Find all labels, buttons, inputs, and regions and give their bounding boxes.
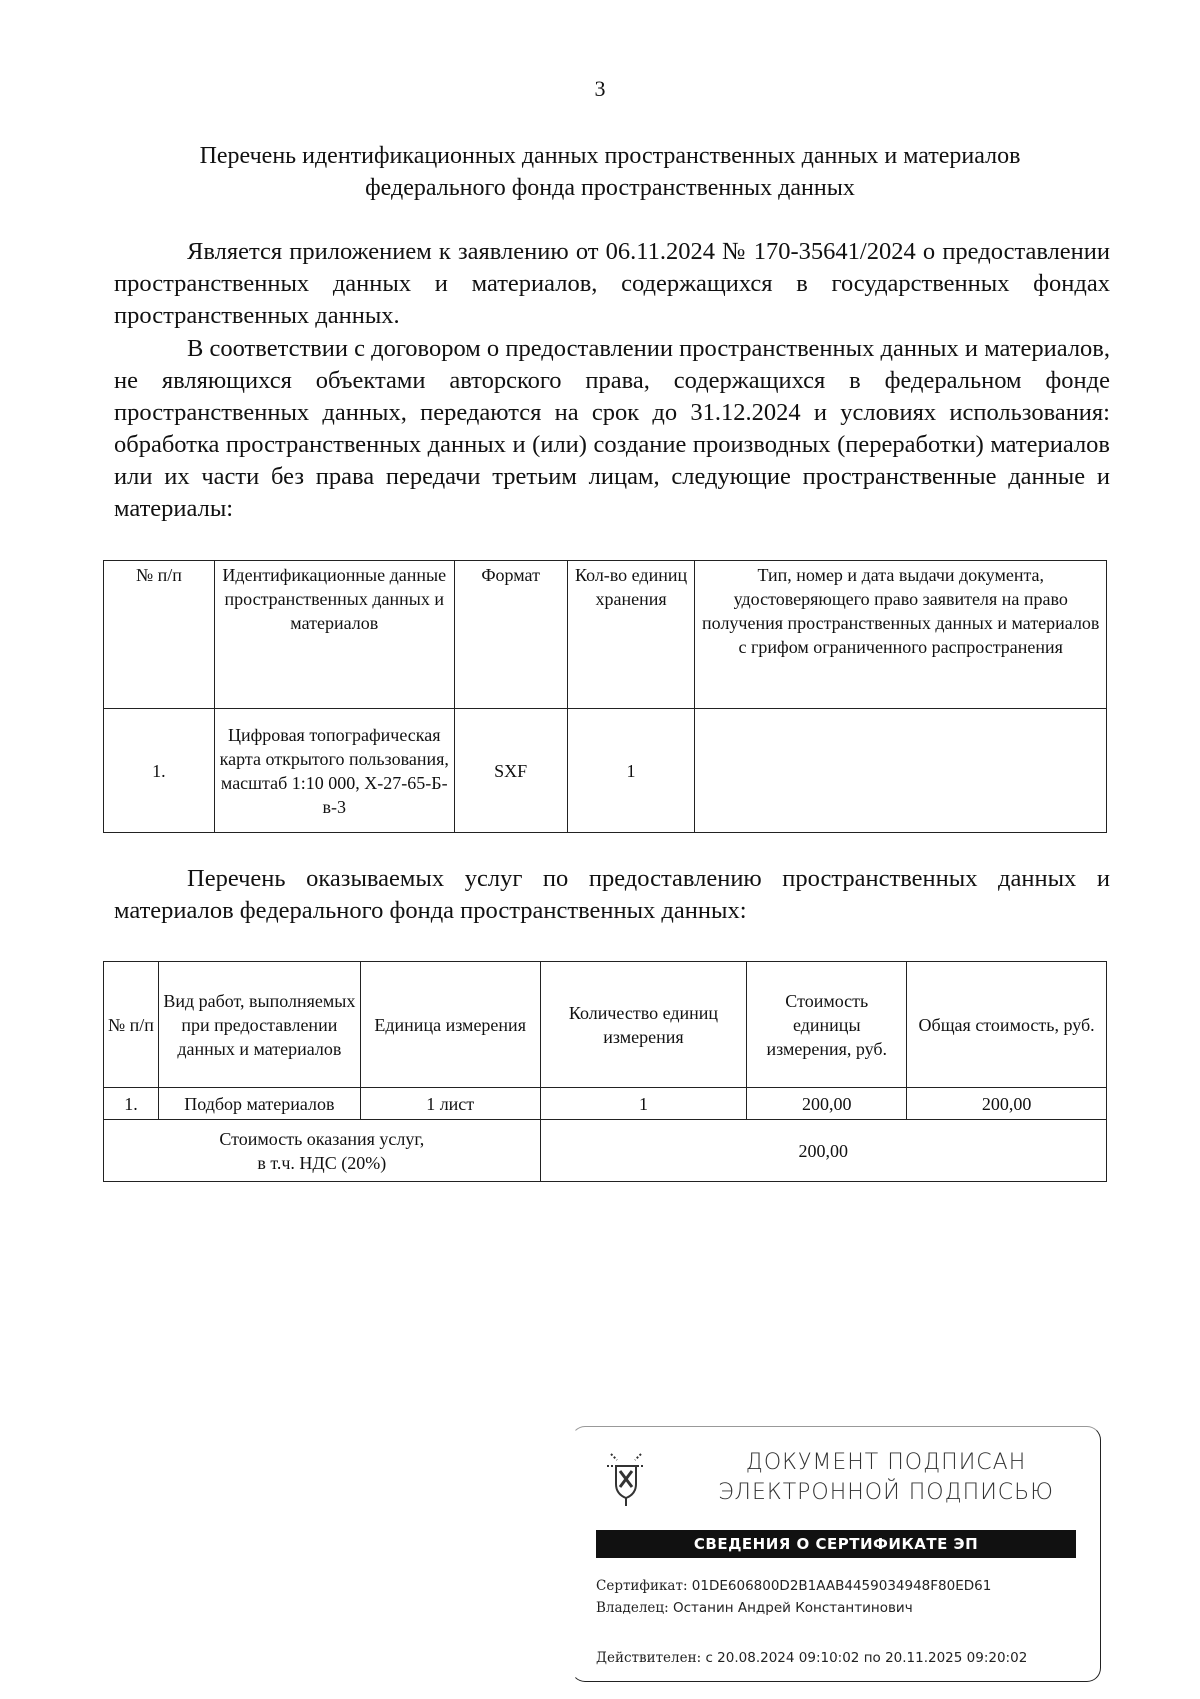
row-storage-units: 1	[567, 709, 695, 833]
col-work-type: Вид работ, выполняемых при предоставлении данных и материалов	[158, 962, 360, 1088]
signature-stamp	[571, 1426, 1101, 1682]
col-number: № п/п	[104, 962, 159, 1088]
total-label-line-1: Стоимость оказания услуг,	[219, 1128, 425, 1149]
emblem-icon	[601, 1446, 651, 1508]
stamp-heading	[681, 1448, 1091, 1508]
certificate-label: Сертификат:	[596, 1578, 688, 1594]
stamp-line-2: ЭЛЕКТРОННОЙ ПОДПИСЬЮ	[718, 1480, 1054, 1505]
page-number: 3	[594, 76, 606, 101]
total-value: 200,00	[540, 1120, 1106, 1182]
total-label	[104, 1120, 541, 1182]
table-header-row	[104, 962, 1107, 1088]
col-number: № п/п	[104, 561, 215, 709]
validity-value: с 20.08.2024 09:10:02 по 20.11.2025 09:20:02	[705, 1650, 1028, 1666]
certificate-value: 01DE606800D2B1AAB4459034948F80ED61	[691, 1578, 992, 1594]
col-format: Формат	[454, 561, 567, 709]
spatial-data-table	[103, 560, 1107, 833]
stamp-line-1: ДОКУМЕНТ ПОДПИСАН	[745, 1450, 1027, 1475]
agreement-paragraph: В соответствии с договором о предоставлении пространственных данных и материалов, не являющихся объектами авторского права, содержащихся в федеральном фонде пространственных данных, передаются на срок до 31.12.2024 и условиях использования: обработка пространственных данных и (или) создание производных (переработки) материалов или их части без права передачи третьим лицам, следующие пространственные данные и материалы:	[114, 335, 1110, 522]
col-document-type: Тип, номер и дата выдачи документа, удостоверяющего право заявителя на право получения пространственных данных и материалов с грифом ограниченного распространения	[695, 561, 1107, 709]
table-row	[104, 1088, 1107, 1120]
table-row	[104, 709, 1107, 833]
certificate-line	[596, 1578, 991, 1594]
owner-line	[596, 1600, 913, 1616]
title-line-2: федерального фонда пространственных данных	[365, 175, 855, 201]
document-title	[110, 140, 1110, 204]
col-identification: Идентификационные данные пространственных данных и материалов	[214, 561, 454, 709]
row-total-price: 200,00	[907, 1088, 1107, 1120]
row-number: 1.	[104, 709, 215, 833]
services-paragraph: Перечень оказываемых услуг по предоставлению пространственных данных и материалов федерального фонда пространственных данных:	[114, 865, 1110, 924]
owner-label: Владелец:	[596, 1600, 669, 1616]
services-table	[103, 961, 1107, 1182]
owner-value: Останин Андрей Константинович	[672, 1600, 913, 1616]
table-header-row	[104, 561, 1107, 709]
validity-label: Действителен:	[596, 1650, 702, 1666]
col-quantity: Количество единиц измерения	[540, 962, 747, 1088]
row-quantity: 1	[540, 1088, 747, 1120]
total-row	[104, 1120, 1107, 1182]
row-unit-price: 200,00	[747, 1088, 907, 1120]
certificate-info-bar: СВЕДЕНИЯ О СЕРТИФИКАТЕ ЭП	[596, 1530, 1076, 1558]
row-work-type: Подбор материалов	[158, 1088, 360, 1120]
row-identification: Цифровая топографическая карта открытого пользования, масштаб 1:10 000, Х-27-65-Б-в-3	[214, 709, 454, 833]
row-document-type	[695, 709, 1107, 833]
row-number: 1.	[104, 1088, 159, 1120]
row-format: SXF	[454, 709, 567, 833]
col-storage-units: Кол-во единиц хранения	[567, 561, 695, 709]
appendix-paragraph: Является приложением к заявлению от 06.11.2024 № 170-35641/2024 о предоставлении пространственных данных и материалов, содержащихся в государственных фондах пространственных данных.	[114, 238, 1110, 329]
validity-line	[596, 1650, 1027, 1666]
col-unit: Единица измерения	[360, 962, 540, 1088]
total-label-line-2: в т.ч. НДС (20%)	[257, 1152, 387, 1173]
title-line-1: Перечень идентификационных данных пространственных данных и материалов	[199, 143, 1021, 169]
row-unit: 1 лист	[360, 1088, 540, 1120]
col-unit-price: Стоимость единицы измерения, руб.	[747, 962, 907, 1088]
col-total-price: Общая стоимость, руб.	[907, 962, 1107, 1088]
